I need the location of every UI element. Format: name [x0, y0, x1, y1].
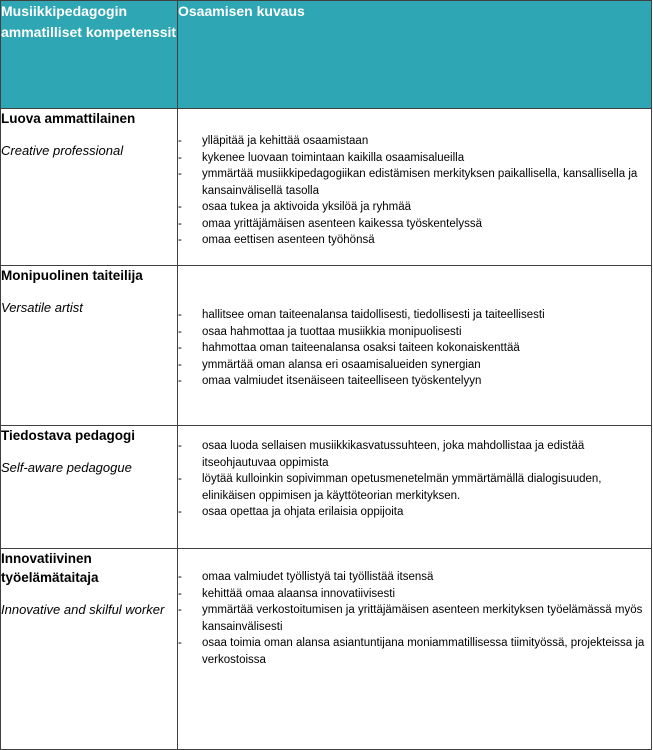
- list-item-text: kehittää omaa alaansa innovatiivisesti: [202, 587, 396, 600]
- bullet-dash: -: [178, 358, 182, 371]
- table-row: [1, 426, 652, 549]
- category-cell: [1, 549, 178, 750]
- list-item: [178, 635, 651, 668]
- list-item: [178, 373, 651, 390]
- list-item-text: kykenee luovaan toimintaan kaikilla osaamisalueilla: [202, 151, 465, 164]
- list-item: [178, 133, 651, 150]
- list-item-text: ymmärtää oman alansa eri osaamisalueiden synergian: [202, 358, 481, 371]
- list-item-text: ymmärtää musiikkipedagogiikan edistämisen merkityksen paikallisella, kansallisella ja kansainvälisellä tasolla: [202, 168, 638, 197]
- category-cell: [1, 266, 178, 426]
- list-item: [178, 324, 651, 341]
- bullet-dash: -: [178, 325, 182, 338]
- list-item: [178, 199, 651, 216]
- list-item-text: ylläpitää ja kehittää osaamistaan: [202, 135, 369, 147]
- list-item: [178, 357, 651, 374]
- description-list: [178, 549, 651, 668]
- description-cell: [178, 266, 652, 426]
- list-item-text: omaa yrittäjämäisen asenteen kaikessa työskentelyssä: [202, 217, 482, 230]
- bullet-dash: -: [178, 217, 182, 230]
- bullet-dash: -: [178, 135, 182, 147]
- category-title: Monipuolinen taiteilija: [1, 268, 143, 283]
- bullet-dash: -: [178, 168, 182, 180]
- bullet-dash: -: [178, 506, 182, 518]
- category-cell: [1, 109, 178, 266]
- bullet-dash: -: [178, 587, 182, 600]
- bullet-dash: -: [178, 604, 182, 616]
- bullet-dash: -: [178, 342, 182, 354]
- list-item: [178, 150, 651, 167]
- bullet-dash: -: [178, 473, 182, 485]
- list-item: [178, 569, 651, 586]
- list-item: [178, 471, 651, 504]
- description-cell: [178, 426, 652, 549]
- category-subtitle: Creative professional: [1, 143, 124, 158]
- header-description: Osaamisen kuvaus: [178, 1, 652, 109]
- description-cell: [178, 109, 652, 266]
- category-title: Luova ammattilainen: [1, 111, 136, 126]
- bullet-dash: -: [178, 151, 182, 164]
- list-item-text: osaa luoda sellaisen musiikkikasvatussuhteen, joka mahdollistaa ja edistää itseohjautuvaa oppimista: [202, 440, 585, 469]
- list-item: [178, 438, 651, 471]
- bullet-dash: -: [178, 637, 182, 649]
- description-cell: [178, 549, 652, 750]
- list-item: [178, 216, 651, 233]
- list-item: [178, 586, 651, 603]
- list-item-text: osaa toimia oman alansa asiantuntijana moniammatillisessa tiimityössä, projekteissa ja verkostoissa: [202, 637, 645, 666]
- bullet-dash: -: [178, 309, 182, 321]
- category-title: Tiedostava pedagogi: [1, 428, 136, 443]
- category-cell: [1, 426, 178, 549]
- list-item: [178, 504, 651, 521]
- bullet-dash: -: [178, 375, 182, 387]
- list-item-text: löytää kulloinkin sopivimman opetusmenetelmän ymmärtämällä dialogisuuden, elinikäisen oppimisen ja käyttöteorian merkityksen.: [202, 473, 602, 502]
- category-title: Innovatiivinen työelämätaitaja: [1, 551, 99, 585]
- list-item-text: hahmottaa oman taiteenalansa osaksi taiteen kokonaiskenttää: [202, 342, 520, 354]
- bullet-dash: -: [178, 201, 182, 213]
- list-item: [178, 232, 651, 249]
- list-item-text: omaa valmiudet työllistyä tai työllistää itsensä: [202, 571, 434, 583]
- category-subtitle: Self-aware pedagogue: [1, 460, 132, 475]
- table-row: [1, 266, 652, 426]
- list-item: [178, 602, 651, 635]
- list-item: [178, 166, 651, 199]
- list-item-text: omaa valmiudet itsenäiseen taiteelliseen työskentelyyn: [202, 375, 482, 387]
- list-item-text: omaa eettisen asenteen työhönsä: [202, 234, 375, 246]
- bullet-dash: -: [178, 440, 182, 452]
- description-list: [178, 109, 651, 249]
- description-list: [178, 426, 651, 521]
- list-item-text: osaa opettaa ja ohjata erilaisia oppijoita: [202, 506, 404, 518]
- table-row: [1, 109, 652, 266]
- category-subtitle: Versatile artist: [1, 300, 83, 315]
- table-row: [1, 549, 652, 750]
- bullet-dash: -: [178, 571, 182, 583]
- list-item-text: hallitsee oman taiteenalansa taidollisesti, tiedollisesti ja taiteellisesti: [202, 309, 545, 321]
- list-item-text: osaa hahmottaa ja tuottaa musiikkia monipuolisesti: [202, 325, 462, 338]
- bullet-dash: -: [178, 234, 182, 246]
- header-competences: Musiikkipedagogin ammatilliset kompetenssit: [1, 1, 178, 109]
- list-item-text: ymmärtää verkostoitumisen ja yrittäjämäisen asenteen merkityksen työelämässä myös kansainvälisesti: [202, 604, 643, 633]
- list-item: [178, 307, 651, 324]
- category-subtitle: Innovative and skilful worker: [1, 602, 165, 617]
- table-header-row: [1, 1, 652, 109]
- list-item-text: osaa tukea ja aktivoida yksilöä ja ryhmää: [202, 201, 412, 213]
- description-list: [178, 266, 651, 390]
- list-item: [178, 340, 651, 357]
